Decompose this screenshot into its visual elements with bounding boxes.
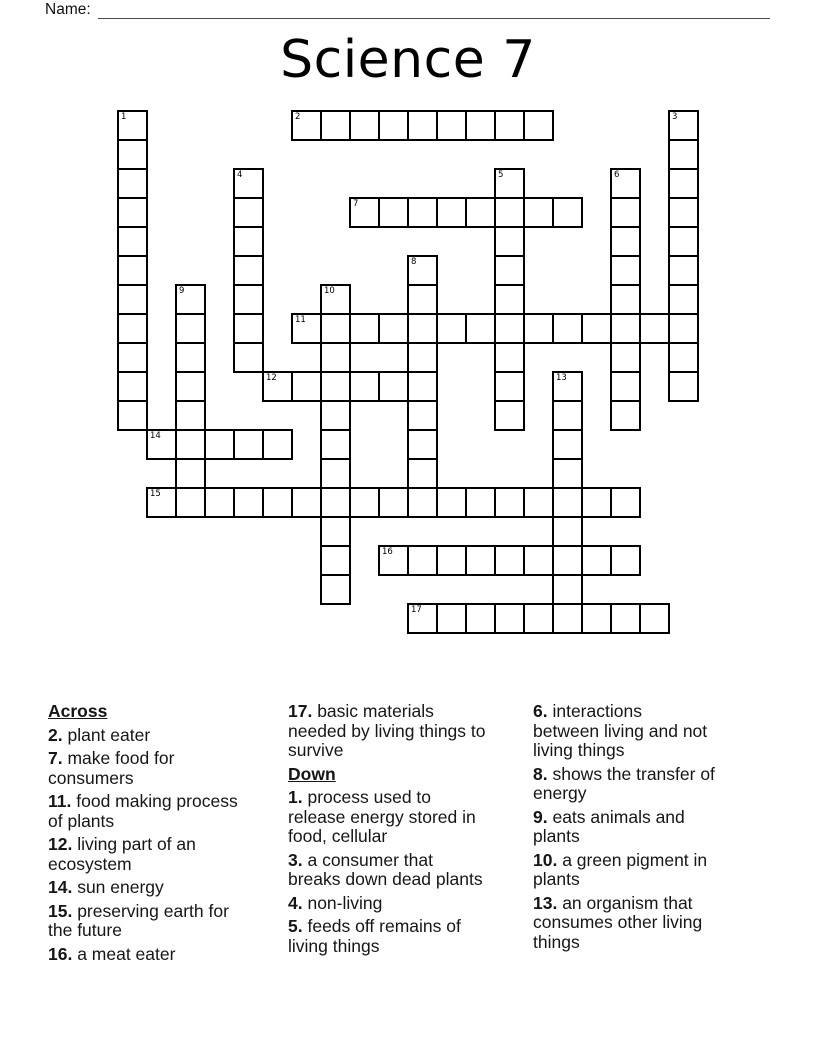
- grid-cell[interactable]: [117, 139, 148, 170]
- grid-cell[interactable]: [610, 313, 641, 344]
- name-row: [45, 1, 770, 19]
- grid-cell[interactable]: [407, 603, 438, 634]
- clue-number: 11.: [48, 791, 72, 811]
- grid-cell[interactable]: [320, 545, 351, 576]
- grid-cell[interactable]: [436, 545, 467, 576]
- clue-number: 14.: [48, 877, 73, 897]
- clue: 16. a meat eater: [48, 943, 176, 964]
- grid-cell[interactable]: [175, 284, 206, 315]
- clue-column-1: [48, 702, 288, 968]
- grid-cell[interactable]: [494, 342, 525, 373]
- grid-cell[interactable]: [378, 487, 409, 518]
- grid-cell[interactable]: [407, 255, 438, 286]
- grid-cell[interactable]: [465, 603, 496, 634]
- clue-number: 4.: [288, 892, 303, 913]
- grid-cell[interactable]: [407, 197, 438, 228]
- cell-number: 8: [411, 257, 417, 267]
- grid-cell[interactable]: [117, 168, 148, 199]
- grid-cell[interactable]: [175, 400, 206, 431]
- grid-cell[interactable]: [436, 197, 467, 228]
- grid-cell[interactable]: [320, 400, 351, 431]
- grid-cell[interactable]: [581, 487, 612, 518]
- grid-cell[interactable]: [523, 110, 554, 141]
- clue: 17. basic materials needed by living things to survive: [288, 701, 486, 760]
- grid-cell[interactable]: [494, 284, 525, 315]
- grid-cell[interactable]: [668, 197, 699, 228]
- grid-cell[interactable]: [494, 400, 525, 431]
- clue-number: 5.: [288, 916, 303, 936]
- grid-cell[interactable]: [523, 313, 554, 344]
- grid-cell[interactable]: [523, 545, 554, 576]
- grid-cell[interactable]: [320, 284, 351, 315]
- cell-number: 1: [121, 112, 127, 122]
- grid-cell[interactable]: [349, 197, 380, 228]
- clue: 12. living part of an ecosystem: [48, 834, 196, 874]
- grid-cell[interactable]: [523, 487, 554, 518]
- clue-number: 1.: [288, 787, 303, 807]
- clue: 9. eats animals and plants: [533, 806, 685, 846]
- clue-number: 3.: [288, 849, 303, 870]
- grid-cell[interactable]: [610, 545, 641, 576]
- grid-cell[interactable]: [610, 226, 641, 257]
- grid-cell[interactable]: [407, 110, 438, 141]
- cell-number: 3: [672, 112, 678, 122]
- grid-cell[interactable]: [552, 458, 583, 489]
- clue: 5. feeds off remains of living things: [288, 916, 461, 956]
- cell-number: 4: [237, 170, 243, 180]
- cell-number: 5: [498, 170, 504, 180]
- grid-cell[interactable]: [465, 110, 496, 141]
- grid-cell[interactable]: [291, 371, 322, 402]
- clue: 7. make food for consumers: [48, 748, 175, 788]
- grid-cell[interactable]: [291, 487, 322, 518]
- grid-cell[interactable]: [523, 603, 554, 634]
- grid-cell[interactable]: [146, 429, 177, 460]
- cell-number: 15: [150, 489, 161, 499]
- cell-number: 13: [556, 373, 567, 383]
- grid-cell[interactable]: [494, 313, 525, 344]
- grid-cell[interactable]: [233, 313, 264, 344]
- grid-cell[interactable]: [465, 197, 496, 228]
- grid-cell[interactable]: [349, 371, 380, 402]
- clue-number: 10.: [533, 849, 558, 870]
- grid-cell[interactable]: [320, 371, 351, 402]
- grid-cell[interactable]: [552, 400, 583, 431]
- grid-cell[interactable]: [320, 110, 351, 141]
- cell-number: 7: [353, 199, 359, 209]
- grid-cell[interactable]: [291, 110, 322, 141]
- grid-cell[interactable]: [436, 603, 467, 634]
- grid-cell[interactable]: [465, 313, 496, 344]
- grid-cell[interactable]: [349, 487, 380, 518]
- grid-cell[interactable]: [233, 429, 264, 460]
- grid-cell[interactable]: [407, 458, 438, 489]
- clue-number: 15.: [48, 900, 73, 921]
- grid-cell[interactable]: [436, 487, 467, 518]
- grid-cell[interactable]: [494, 371, 525, 402]
- cell-number: 17: [411, 605, 422, 615]
- cell-number: 2: [295, 112, 301, 122]
- grid-cell[interactable]: [610, 197, 641, 228]
- clue-number: 16.: [48, 943, 73, 964]
- grid-cell[interactable]: [494, 603, 525, 634]
- grid-cell[interactable]: [639, 313, 670, 344]
- grid-cell[interactable]: [552, 603, 583, 634]
- clue-column-3: [533, 702, 773, 956]
- grid-cell[interactable]: [494, 487, 525, 518]
- grid-cell[interactable]: [262, 371, 293, 402]
- grid-cell[interactable]: [610, 342, 641, 373]
- grid-cell[interactable]: [378, 313, 409, 344]
- cell-number: 14: [150, 431, 161, 441]
- clue: 13. an organism that consumes other living things: [533, 892, 703, 952]
- grid-cell[interactable]: [552, 574, 583, 605]
- grid-cell[interactable]: [494, 255, 525, 286]
- grid-cell[interactable]: [233, 226, 264, 257]
- grid-cell[interactable]: [436, 313, 467, 344]
- clue: 4. non-living: [288, 892, 383, 913]
- grid-cell[interactable]: [668, 342, 699, 373]
- grid-cell[interactable]: [552, 545, 583, 576]
- grid-cell[interactable]: [552, 516, 583, 547]
- clue: 10. a green pigment in plants: [533, 849, 708, 889]
- grid-cell[interactable]: [407, 284, 438, 315]
- clue-list-heading: Across: [48, 701, 108, 721]
- grid-cell[interactable]: [204, 487, 235, 518]
- grid-cell[interactable]: [494, 168, 525, 199]
- grid-cell[interactable]: [494, 226, 525, 257]
- grid-cell[interactable]: [378, 545, 409, 576]
- grid-cell[interactable]: [291, 313, 322, 344]
- grid-cell[interactable]: [494, 197, 525, 228]
- clue: 1. process used to release energy stored in food, cellular: [288, 787, 476, 846]
- clue: 15. preserving earth for the future: [48, 900, 229, 940]
- clue-list-heading: Down: [288, 763, 336, 784]
- grid-cell[interactable]: [117, 197, 148, 228]
- grid-cell[interactable]: [610, 284, 641, 315]
- grid-cell[interactable]: [407, 487, 438, 518]
- grid-cell[interactable]: [320, 458, 351, 489]
- grid-cell[interactable]: [668, 284, 699, 315]
- grid-cell[interactable]: [175, 487, 206, 518]
- grid-cell[interactable]: [407, 400, 438, 431]
- crossword-grid: [117, 110, 699, 634]
- grid-cell[interactable]: [117, 110, 148, 141]
- grid-cell[interactable]: [262, 429, 293, 460]
- grid-cell[interactable]: [465, 545, 496, 576]
- grid-cell[interactable]: [610, 371, 641, 402]
- clue: 3. a consumer that breaks down dead plants: [288, 849, 483, 889]
- grid-cell[interactable]: [668, 371, 699, 402]
- grid-cell[interactable]: [378, 110, 409, 141]
- grid-cell[interactable]: [407, 313, 438, 344]
- cell-number: 10: [324, 286, 335, 296]
- grid-cell[interactable]: [233, 197, 264, 228]
- grid-cell[interactable]: [668, 110, 699, 141]
- grid-cell[interactable]: [581, 545, 612, 576]
- grid-cell[interactable]: [117, 342, 148, 373]
- grid-cell[interactable]: [320, 574, 351, 605]
- grid-cell[interactable]: [494, 545, 525, 576]
- grid-cell[interactable]: [117, 255, 148, 286]
- grid-cell[interactable]: [668, 313, 699, 344]
- grid-cell[interactable]: [233, 168, 264, 199]
- grid-cell[interactable]: [320, 487, 351, 518]
- clue: 6. interactions between living and not living things: [533, 701, 708, 760]
- grid-cell[interactable]: [349, 313, 380, 344]
- grid-cell[interactable]: [668, 255, 699, 286]
- clue-number: 6.: [533, 701, 548, 721]
- name-label: Name:: [45, 1, 91, 18]
- grid-cell[interactable]: [610, 603, 641, 634]
- grid-cell[interactable]: [175, 313, 206, 344]
- clue: 2. plant eater: [48, 724, 151, 745]
- grid-cell[interactable]: [146, 487, 177, 518]
- grid-cell[interactable]: [407, 342, 438, 373]
- cell-number: 11: [295, 315, 306, 325]
- grid-cell[interactable]: [610, 168, 641, 199]
- grid-cell[interactable]: [117, 313, 148, 344]
- cell-number: 16: [382, 547, 393, 557]
- cell-number: 12: [266, 373, 277, 383]
- grid-cell[interactable]: [117, 226, 148, 257]
- grid-cell[interactable]: [378, 197, 409, 228]
- grid-cell[interactable]: [117, 371, 148, 402]
- grid-cell[interactable]: [494, 110, 525, 141]
- grid-cell[interactable]: [552, 197, 583, 228]
- page-title: Science 7: [280, 30, 536, 90]
- grid-cell[interactable]: [523, 197, 554, 228]
- grid-cell[interactable]: [407, 429, 438, 460]
- grid-cell[interactable]: [262, 487, 293, 518]
- name-blank-line[interactable]: [98, 2, 770, 19]
- grid-cell[interactable]: [407, 371, 438, 402]
- grid-cell[interactable]: [552, 371, 583, 402]
- grid-cell[interactable]: [320, 313, 351, 344]
- grid-cell[interactable]: [552, 429, 583, 460]
- grid-cell[interactable]: [668, 168, 699, 199]
- grid-cell[interactable]: [204, 429, 235, 460]
- clue: 8. shows the transfer of energy: [533, 763, 715, 803]
- grid-cell[interactable]: [233, 487, 264, 518]
- grid-cell[interactable]: [436, 110, 467, 141]
- grid-cell[interactable]: [581, 313, 612, 344]
- clue-column-2: [288, 702, 533, 960]
- clue-number: 8.: [533, 763, 548, 784]
- grid-cell[interactable]: [639, 603, 670, 634]
- clue-number: 17.: [288, 701, 313, 721]
- grid-cell[interactable]: [552, 313, 583, 344]
- clue-number: 7.: [48, 748, 63, 768]
- grid-cell[interactable]: [175, 429, 206, 460]
- grid-cell[interactable]: [320, 342, 351, 373]
- grid-cell[interactable]: [610, 400, 641, 431]
- grid-cell[interactable]: [233, 284, 264, 315]
- grid-cell[interactable]: [175, 342, 206, 373]
- grid-cell[interactable]: [668, 139, 699, 170]
- grid-cell[interactable]: [581, 603, 612, 634]
- grid-cell[interactable]: [349, 110, 380, 141]
- grid-cell[interactable]: [233, 342, 264, 373]
- cell-number: 9: [179, 286, 185, 296]
- grid-cell[interactable]: [320, 429, 351, 460]
- grid-cell[interactable]: [117, 284, 148, 315]
- grid-cell[interactable]: [233, 255, 264, 286]
- grid-cell[interactable]: [610, 255, 641, 286]
- grid-cell[interactable]: [552, 487, 583, 518]
- clue: 11. food making process of plants: [48, 791, 238, 831]
- clue-number: 12.: [48, 834, 73, 854]
- grid-cell[interactable]: [175, 371, 206, 402]
- grid-cell[interactable]: [378, 371, 409, 402]
- grid-cell[interactable]: [668, 226, 699, 257]
- grid-cell[interactable]: [320, 516, 351, 547]
- grid-cell[interactable]: [117, 400, 148, 431]
- grid-cell[interactable]: [465, 487, 496, 518]
- grid-cell[interactable]: [407, 545, 438, 576]
- grid-cell[interactable]: [175, 458, 206, 489]
- clue: 14. sun energy: [48, 877, 164, 897]
- clue-number: 9.: [533, 806, 548, 827]
- grid-cell[interactable]: [610, 487, 641, 518]
- cell-number: 6: [614, 170, 620, 180]
- clue-number: 2.: [48, 724, 63, 745]
- clue-number: 13.: [533, 892, 558, 913]
